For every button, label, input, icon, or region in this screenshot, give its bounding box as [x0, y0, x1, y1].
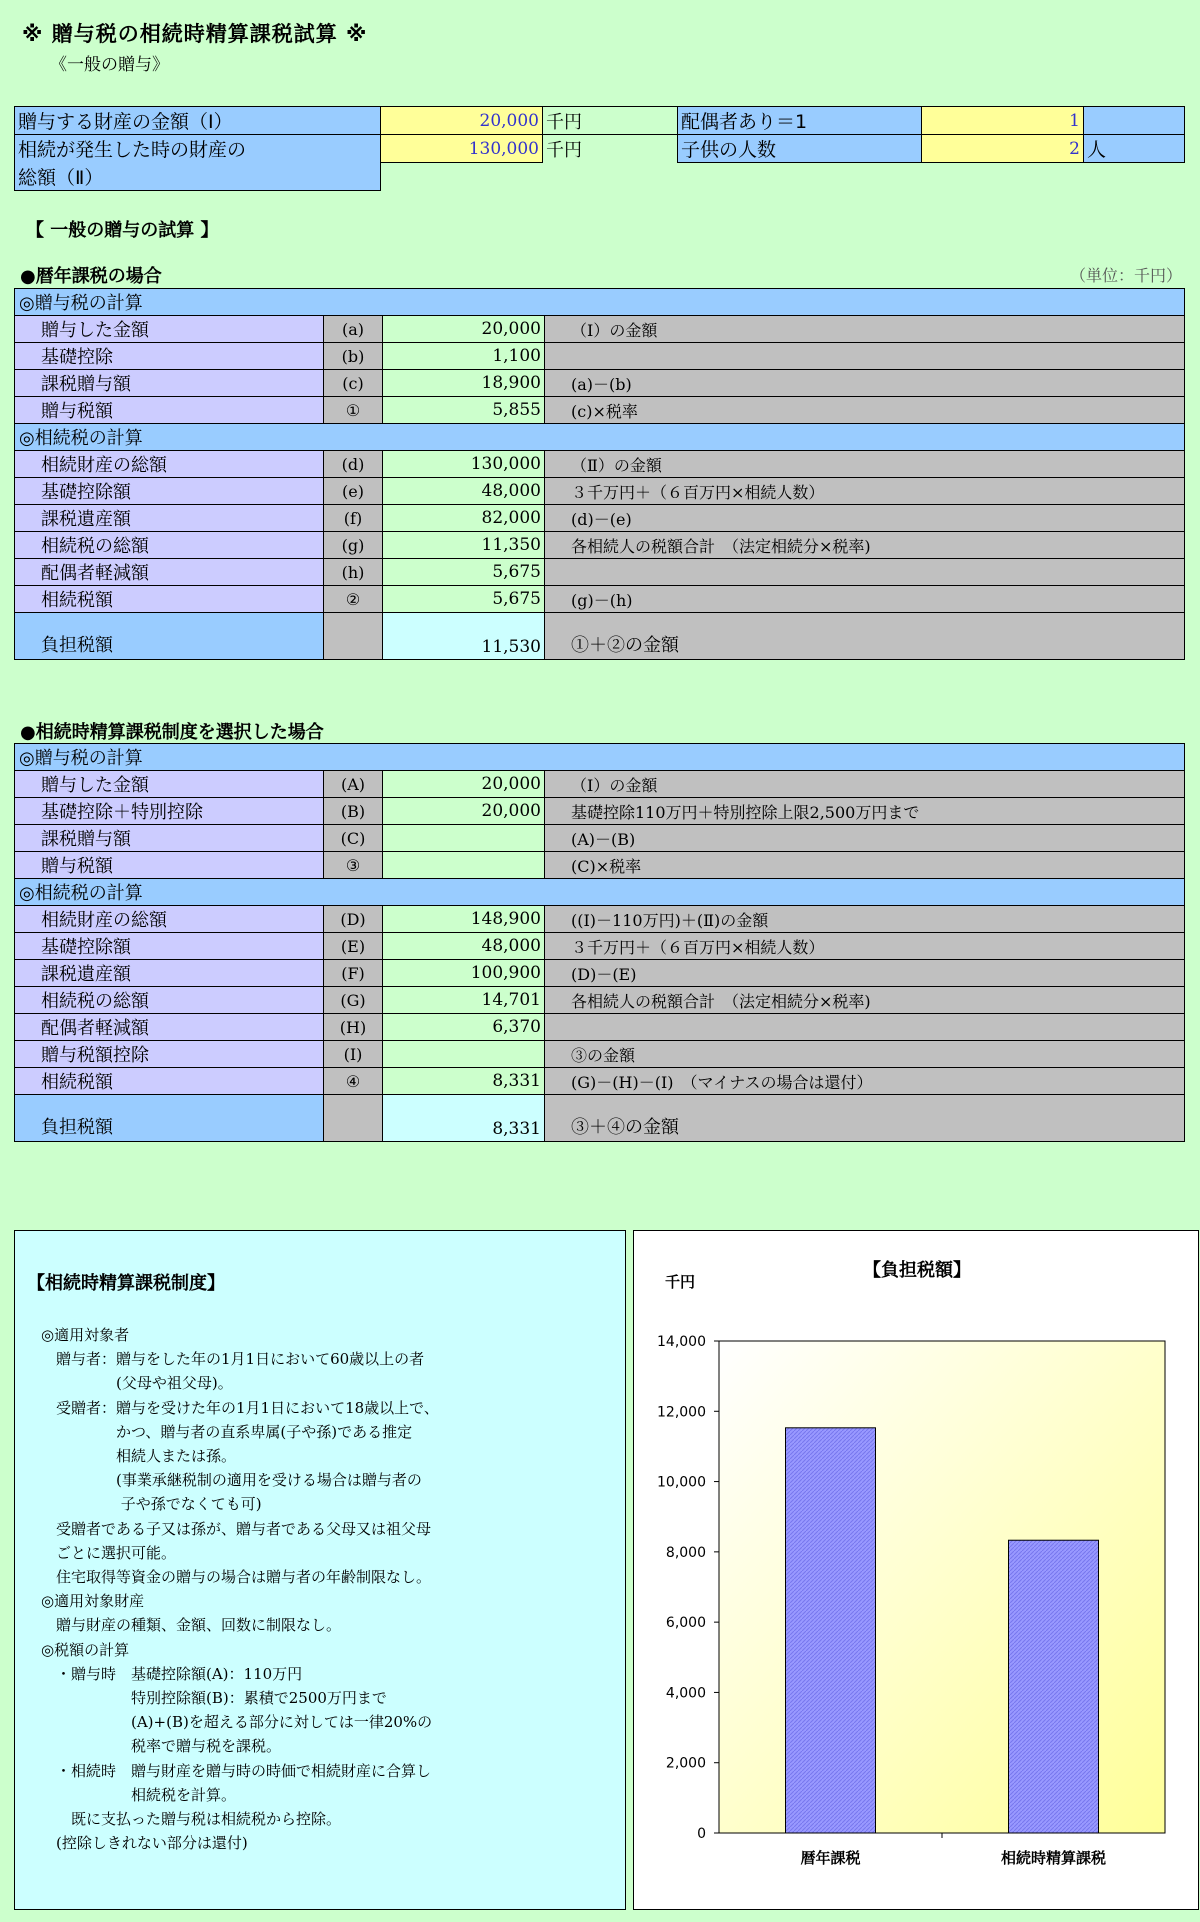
row-symbol: (F): [324, 960, 383, 987]
row-value: 100,900: [383, 960, 545, 987]
calendar-burden-note: ①＋②の金額: [545, 613, 1185, 660]
row-note: (a)－(b): [545, 370, 1185, 397]
row-value: 5,675: [383, 586, 545, 613]
settlement-table: [14, 743, 1185, 1142]
calendar-inherit-section: ◎相続税の計算: [15, 424, 1185, 451]
row-label: 贈与した金額: [15, 771, 324, 798]
row-value: 1,100: [383, 343, 545, 370]
table-row: [15, 343, 1185, 370]
general-heading: 【 一般の贈与の試算 】: [26, 220, 219, 241]
row-symbol: (C): [324, 825, 383, 852]
y-tick-label: 2,000: [665, 1755, 706, 1772]
row-symbol: ④: [324, 1068, 383, 1095]
row-note: (G)－(H)－(I) （マイナスの場合は還付）: [545, 1068, 1185, 1095]
row-value: [383, 852, 545, 879]
row-symbol: (g): [324, 532, 383, 559]
settlement-burden-label: 負担税額: [15, 1095, 324, 1142]
table-row: [15, 825, 1185, 852]
info-line: 既に支払った贈与税は相続税から控除。: [41, 1810, 342, 1829]
row-value: 20,000: [383, 316, 545, 343]
row-label: 相続財産の総額: [15, 906, 324, 933]
row-value: 14,701: [383, 987, 545, 1014]
gift-amount-label: 贈与する財産の金額（Ⅰ）: [15, 107, 381, 135]
row-label: 配偶者軽減額: [15, 1014, 324, 1041]
info-line: かつ、贈与者の直系卑属(子や孫)である推定: [41, 1422, 413, 1441]
children-unit: 人: [1084, 135, 1185, 163]
row-value: [383, 825, 545, 852]
gift-amount-input[interactable]: 20,000: [381, 107, 543, 135]
spouse-unit-cell: [1084, 107, 1185, 135]
info-line: 子や孫でなくても可): [41, 1495, 262, 1514]
calendar-heading: ●暦年課税の場合: [20, 266, 162, 287]
calendar-table: [14, 288, 1185, 660]
calendar-burden-value: 11,530: [383, 613, 545, 660]
estate-total-unit: 千円: [543, 135, 678, 163]
info-line: ◎税額の計算: [41, 1640, 130, 1659]
table-row: [15, 771, 1185, 798]
table-row: [15, 370, 1185, 397]
info-line: 相続税を計算。: [41, 1785, 237, 1804]
row-symbol: ①: [324, 397, 383, 424]
row-symbol: ②: [324, 586, 383, 613]
info-line: 受贈者：贈与を受けた年の1月1日において18歳以上で、: [41, 1398, 439, 1417]
row-value: 130,000: [383, 451, 545, 478]
row-note: (C)×税率: [545, 852, 1185, 879]
table-row: [15, 478, 1185, 505]
row-note: (g)－(h): [545, 586, 1185, 613]
row-note: [545, 343, 1185, 370]
input-table: [14, 106, 1185, 191]
info-line: ごとに選択可能。: [41, 1543, 177, 1562]
settlement-burden-note: ③＋④の金額: [545, 1095, 1185, 1142]
info-body: [41, 1323, 439, 1855]
row-label: 課税贈与額: [15, 370, 324, 397]
row-symbol: (c): [324, 370, 383, 397]
table-row: [15, 933, 1185, 960]
chart-box: [633, 1230, 1199, 1910]
y-tick-label: 12,000: [657, 1404, 706, 1421]
settlement-heading: ●相続時精算課税制度を選択した場合: [20, 722, 324, 743]
row-note: (D)－(E): [545, 960, 1185, 987]
row-note: （Ⅰ）の金額: [545, 316, 1185, 343]
table-row: [15, 451, 1185, 478]
row-symbol: (A): [324, 771, 383, 798]
row-symbol: (G): [324, 987, 383, 1014]
row-label: 相続税の総額: [15, 532, 324, 559]
row-label: 相続財産の総額: [15, 451, 324, 478]
info-line: (A)+(B)を超える部分に対しては一律20%の: [41, 1713, 433, 1732]
table-row: [15, 316, 1185, 343]
row-symbol: (d): [324, 451, 383, 478]
row-symbol: (I): [324, 1041, 383, 1068]
row-label: 基礎控除＋特別控除: [15, 798, 324, 825]
unit-note: （単位：千円）: [1069, 266, 1182, 285]
row-symbol: (a): [324, 316, 383, 343]
y-tick-label: 0: [697, 1826, 706, 1842]
row-note: (d)－(e): [545, 505, 1185, 532]
row-label: 課税遺産額: [15, 505, 324, 532]
info-line: (控除しきれない部分は還付): [41, 1834, 248, 1853]
burden-tax-chart: [634, 1231, 1200, 1911]
settlement-burden-value: 8,331: [383, 1095, 545, 1142]
info-title: 【相続時精算課税制度】: [27, 1273, 225, 1294]
settlement-inherit-section: ◎相続税の計算: [15, 879, 1185, 906]
info-line: ・相続時 贈与財産を贈与時の時価で相続財産に合算し: [41, 1761, 432, 1780]
table-row: [15, 505, 1185, 532]
info-line: 住宅取得等資金の贈与の場合は贈与者の年齢制限なし。: [41, 1568, 432, 1587]
calendar-burden-label: 負担税額: [15, 613, 324, 660]
table-row: [15, 559, 1185, 586]
calendar-gift-section: ◎贈与税の計算: [15, 289, 1185, 316]
table-row: [15, 960, 1185, 987]
row-value: 5,855: [383, 397, 545, 424]
bar-settlement: [1009, 1540, 1099, 1833]
row-note: ３千万円＋（６百万円×相続人数）: [545, 933, 1185, 960]
row-label: 相続税の総額: [15, 987, 324, 1014]
bar-calendar: [786, 1428, 876, 1833]
row-note: ③の金額: [545, 1041, 1185, 1068]
row-note: 基礎控除110万円＋特別控除上限2,500万円まで: [545, 798, 1185, 825]
info-line: 税率で贈与税を課税。: [41, 1737, 282, 1756]
row-note: （Ⅱ）の金額: [545, 451, 1185, 478]
row-label: 基礎控除額: [15, 933, 324, 960]
row-value: 148,900: [383, 906, 545, 933]
table-row: [15, 397, 1185, 424]
row-value: 18,900: [383, 370, 545, 397]
row-symbol: (D): [324, 906, 383, 933]
row-label: 相続税額: [15, 586, 324, 613]
row-label: 基礎控除額: [15, 478, 324, 505]
estate-total-label-2: 総額（Ⅱ）: [15, 163, 381, 191]
row-symbol: (h): [324, 559, 383, 586]
x-tick-label: 暦年課税: [800, 1849, 861, 1867]
x-tick-label: 相続時精算課税: [1000, 1849, 1107, 1867]
row-symbol: (H): [324, 1014, 383, 1041]
spouse-input[interactable]: 1: [922, 107, 1084, 135]
children-input[interactable]: 2: [922, 135, 1084, 163]
table-row: [15, 852, 1185, 879]
table-row: [15, 1041, 1185, 1068]
row-symbol: (f): [324, 505, 383, 532]
estate-total-label: 相続が発生した時の財産の: [15, 135, 381, 163]
info-line: 特別控除額(B)：累積で2500万円まで: [41, 1689, 387, 1708]
row-value: 8,331: [383, 1068, 545, 1095]
info-line: 贈与者：贈与をした年の1月1日において60歳以上の者: [41, 1350, 425, 1369]
row-note: 各相続人の税額合計 （法定相続分×税率): [545, 532, 1185, 559]
y-tick-label: 8,000: [665, 1544, 706, 1561]
row-note: 各相続人の税額合計 （法定相続分×税率): [545, 987, 1185, 1014]
table-row: [15, 906, 1185, 933]
row-note: (A)－(B): [545, 825, 1185, 852]
row-value: 48,000: [383, 478, 545, 505]
info-line: (事業承継税制の適用を受ける場合は贈与者の: [41, 1471, 422, 1490]
row-label: 贈与税額: [15, 852, 324, 879]
y-tick-label: 10,000: [657, 1474, 706, 1491]
y-tick-label: 6,000: [665, 1615, 706, 1632]
row-symbol: (B): [324, 798, 383, 825]
page-title: ※ 贈与税の相続時精算課税試算 ※: [22, 22, 368, 46]
row-label: 課税遺産額: [15, 960, 324, 987]
row-label: 贈与税額控除: [15, 1041, 324, 1068]
settlement-gift-section: ◎贈与税の計算: [15, 744, 1185, 771]
row-label: 贈与した金額: [15, 316, 324, 343]
row-label: 相続税額: [15, 1068, 324, 1095]
row-value: 20,000: [383, 798, 545, 825]
row-symbol: (e): [324, 478, 383, 505]
table-row: [15, 1014, 1185, 1041]
row-value: 5,675: [383, 559, 545, 586]
row-label: 基礎控除: [15, 343, 324, 370]
row-symbol: ③: [324, 852, 383, 879]
table-row: [15, 586, 1185, 613]
info-line: (父母や祖父母)。: [41, 1374, 233, 1393]
row-symbol: (E): [324, 933, 383, 960]
row-value: 82,000: [383, 505, 545, 532]
chart-ylabel: 千円: [664, 1273, 696, 1291]
estate-total-input[interactable]: 130,000: [381, 135, 543, 163]
info-line: 受贈者である子又は孫が、贈与者である父母又は祖父母: [41, 1519, 432, 1538]
info-line: 相続人または孫。: [41, 1447, 237, 1466]
info-box: [14, 1230, 626, 1910]
row-note: (c)×税率: [545, 397, 1185, 424]
row-value: 20,000: [383, 771, 545, 798]
row-value: 48,000: [383, 933, 545, 960]
row-note: ３千万円＋（６百万円×相続人数）: [545, 478, 1185, 505]
table-row: [15, 798, 1185, 825]
row-label: 課税贈与額: [15, 825, 324, 852]
row-value: 11,350: [383, 532, 545, 559]
row-note: [545, 1014, 1185, 1041]
page-subtitle: 《一般の贈与》: [50, 55, 169, 75]
chart-title: 【負担税額】: [863, 1260, 971, 1281]
row-label: 配偶者軽減額: [15, 559, 324, 586]
info-line: ◎適用対象財産: [41, 1592, 145, 1611]
table-row: [15, 1068, 1185, 1095]
info-line: ◎適用対象者: [41, 1326, 130, 1344]
row-note: [545, 559, 1185, 586]
table-row: [15, 532, 1185, 559]
row-value: 6,370: [383, 1014, 545, 1041]
row-label: 贈与税額: [15, 397, 324, 424]
row-symbol: (b): [324, 343, 383, 370]
y-tick-label: 4,000: [665, 1685, 706, 1702]
row-value: [383, 1041, 545, 1068]
info-line: ・贈与時 基礎控除額(A)：110万円: [41, 1664, 303, 1683]
info-line: 贈与財産の種類、金額、回数に制限なし。: [41, 1616, 342, 1635]
y-tick-label: 14,000: [657, 1334, 706, 1350]
table-row: [15, 987, 1185, 1014]
children-label: 子供の人数: [678, 135, 922, 163]
spouse-label: 配偶者あり＝1: [678, 107, 922, 135]
gift-amount-unit: 千円: [543, 107, 678, 135]
row-note: （Ⅰ）の金額: [545, 771, 1185, 798]
row-note: ((Ⅰ)－110万円)＋(Ⅱ)の金額: [545, 906, 1185, 933]
